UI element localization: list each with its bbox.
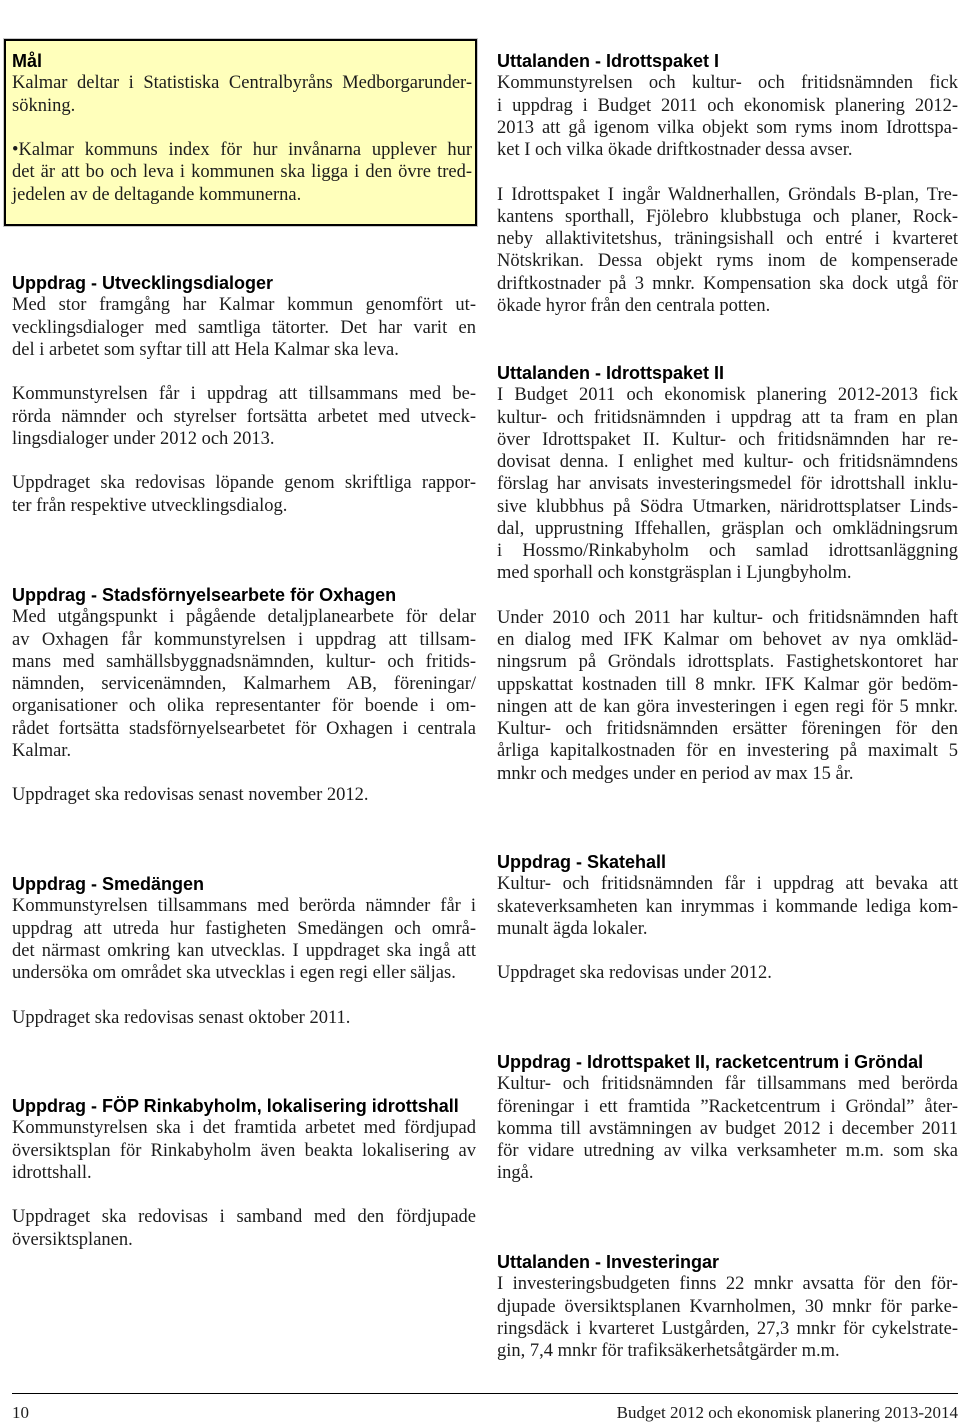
text-line: •Kalmar kommuns index för hur invånarna upplever hur [12, 140, 472, 160]
text-line: Kommunstyrelsen tillsammans med berörda nämnder får i [12, 896, 476, 917]
text-line: rörda nämnder och styrelser fortsätta arbetet med utveck- [12, 406, 476, 427]
text-line: ket I och vilka ökade driftkostnader dessa avser. [497, 140, 853, 160]
text-line: mnkr och medges under en period av max 15 år. [497, 763, 854, 784]
section-idrottspaket-2 [497, 362, 958, 785]
text-line: sökning. [12, 95, 76, 116]
section-heading: Uppdrag - Utvecklingsdialoger [12, 273, 274, 293]
goal-box [4, 39, 477, 226]
paragraph [497, 1073, 958, 1184]
text-line: 2013 att gå igenom vilka objekt som ryms inom Idrottspa- [497, 117, 958, 138]
text-line: det närmast omkring kan utvecklas. I uppdraget ska ingå att [12, 940, 476, 961]
text-line: Uppdraget ska redovisas senast oktober 2011. [12, 1007, 351, 1028]
text-line: gin, 7,4 mnkr för trafiksäkerhetsåtgärder m.m. [497, 1341, 840, 1361]
text-line: komma till avstämningen av budget 2012 i december 2011 [497, 1118, 958, 1139]
paragraph [12, 895, 476, 984]
paragraph [12, 139, 472, 206]
text-line: driftkostnader på 3 mnkr. Kompensation ska dock utgå för [497, 273, 958, 294]
section-oxhagen [12, 584, 476, 807]
text-line: uppskattat kostnaden till 8 mnkr. IFK Kalmar gör bedöm- [497, 674, 958, 695]
text-line: förslag har anvisats investeringsmedel för idrottshall inklu- [497, 474, 958, 495]
text-line: Kultur- och fritidsnämnden ersätter föreningen för den [497, 719, 958, 739]
paragraph [497, 384, 958, 584]
paragraph [12, 294, 476, 361]
text-line: översiktsplan för Rinkabyholm även beakta lokalisering av [12, 1140, 476, 1161]
paragraph [497, 873, 958, 940]
text-line: en dialog med IFK Kalmar om behovet av nya omkläd- [497, 630, 958, 650]
paragraph [12, 1117, 476, 1184]
section-heading: Uttalanden - Idrottspaket I [497, 51, 720, 71]
text-line: översiktsplanen. [12, 1229, 133, 1250]
goal-box-content [12, 50, 472, 206]
text-line: Uppdraget ska redovisas i samband med den fördjupade [12, 1207, 476, 1228]
text-line: djupade översiktsplanen Kvarnholmen, 30 mnkr för parke- [497, 1296, 958, 1317]
text-line: idrottshall. [12, 1162, 92, 1183]
text-line: I Budget 2011 och ekonomisk planering 2012-2013 fick [497, 385, 958, 406]
text-line: Kultur- och fritidsnämnden får i uppdrag att bevaka att [497, 874, 958, 895]
text-line: föreningar i ett framtida ”Racketcentrum i Gröndal” åter- [497, 1096, 958, 1117]
text-line: neby allaktivitetshus, träningsishall och entré i kvarteret [497, 229, 958, 249]
paragraph [12, 383, 476, 450]
goal-heading: Mål [12, 51, 43, 71]
text-line: av Oxhagen får kommunstyrelsen i uppdrag att tillsam- [12, 629, 476, 650]
text-line: kantens sporthall, Fjölebro klubbstuga och planer, Rock- [497, 206, 958, 227]
text-line: ter från respektive utvecklingsdialog. [12, 495, 288, 516]
text-line: uppdrag att utreda hur fastigheten Smedängen och områ- [12, 918, 476, 939]
footer-divider [12, 1393, 958, 1394]
text-line: dal, upprustning Iffehallen, gräsplan och omklädningsrum [497, 518, 958, 539]
text-line: Nötskrikan. Dessa objekt ryms inom de kompenserade [497, 251, 958, 272]
text-line: Uppdraget ska redovisas senast november 2012. [12, 785, 369, 806]
text-line: I Idrottspaket I ingår Waldnerhallen, Gröndals B-plan, Tre- [497, 184, 958, 205]
paragraph [497, 962, 958, 984]
text-line: ingå. [497, 1163, 534, 1184]
section-smedangen [12, 873, 476, 1029]
paragraph [497, 72, 958, 161]
section-heading: Uttalanden - Idrottspaket II [497, 363, 725, 383]
section-fop-rinkabyholm [12, 1095, 476, 1251]
text-line: organisationer och olika representanter för boende i om- [12, 696, 476, 717]
text-line: mans med samhällsbyggnadsnämnden, kultur- och fritids- [12, 651, 476, 672]
text-line: kultur- och fritidsnämnden i uppdrag att ta fram en plan [497, 407, 958, 428]
paragraph [497, 184, 958, 318]
paragraph [12, 784, 476, 806]
paragraph [497, 607, 958, 785]
text-line: över Idrottspaket II. Kultur- och fritidsnämnden har re- [497, 429, 958, 450]
section-heading: Uttalanden - Investeringar [497, 1252, 720, 1272]
text-line: undersöka om området ska utvecklas i egen regi eller säljas. [12, 963, 456, 983]
text-line: rådet fortsätta stadsförnyelsearbetet för Oxhagen i centrala [12, 718, 476, 739]
text-line: för vidare utredning av vilka verksamheter m.m. som ska [497, 1141, 958, 1161]
section-investeringar [497, 1251, 958, 1362]
text-line: skateverksamheten kan inrymmas i kommande lediga kom- [497, 896, 958, 917]
text-line: ningsrum på Gröndals idrottsplats. Fastighetskontoret har [497, 652, 958, 673]
section-utvecklingsdialoger [12, 272, 476, 517]
section-heading: Uppdrag - Skatehall [497, 852, 667, 872]
text-line: Uppdraget ska redovisas under 2012. [497, 963, 772, 984]
text-line: Under 2010 och 2011 har kultur- och fritidsnämnden haft [497, 607, 958, 628]
text-line: I investeringsbudgeten finns 22 mnkr avsatta för den för- [497, 1274, 958, 1295]
section-heading: Uppdrag - FÖP Rinkabyholm, lokalisering idrottshall [12, 1096, 459, 1116]
text-line: lingsdialoger under 2012 och 2013. [12, 428, 275, 449]
text-line: i Hossmo/Rinkabyholm och samlad idrottsanläggning [497, 541, 958, 561]
footer-document-title: Budget 2012 och ekonomisk planering 2013-2014 [616, 1403, 958, 1422]
paragraph [12, 472, 476, 517]
section-heading: Uppdrag - Stadsförnyelsearbete för Oxhagen [12, 585, 397, 605]
text-line: jedelen av de deltagande kommunerna. [12, 184, 302, 205]
paragraph [12, 1007, 476, 1029]
paragraph [12, 72, 472, 117]
section-skatehall [497, 851, 958, 985]
text-line: Kommunstyrelsen får i uppdrag att tillsammans med be- [12, 384, 476, 405]
text-line: det är att bo och leva i kommunen ska ligga i den övre tred- [12, 162, 472, 183]
page-number: 10 [12, 1403, 29, 1422]
text-line: Kalmar. [12, 740, 72, 761]
text-line: ökade hyror från den centrala potten. [497, 295, 771, 316]
text-line: Kalmar deltar i Statistiska Centralbyråns Medborgarunder- [12, 73, 472, 94]
text-line: nämnden, servicenämnden, Kalmarhem AB, föreningar/ [12, 674, 476, 694]
text-line: Kommunstyrelsen och kultur- och fritidsnämnden fick [497, 73, 958, 94]
text-line: Kommunstyrelsen ska i det framtida arbetet med fördjupad [12, 1118, 476, 1139]
text-line: Kultur- och fritidsnämnden får tillsammans med berörda [497, 1074, 958, 1095]
text-line: ringsdäck i kvarteret Lustgården, 27,3 mnkr för cykelstrate- [497, 1318, 958, 1339]
text-line: Med utgångspunkt i pågående detaljplanearbete för delar [12, 607, 476, 628]
text-line: i uppdrag i Budget 2011 och ekonomisk planering 2012- [497, 95, 958, 116]
text-line: Uppdraget ska redovisas löpande genom skriftliga rappor- [12, 473, 476, 494]
section-racketcentrum [497, 1051, 958, 1185]
text-line: ningen att de kan göra investeringen i egen regi för 5 mnkr. [497, 696, 958, 717]
paragraph [12, 606, 476, 762]
text-line: sive klubbhus på Södra Utmarken, näridrottsplatser Linds- [497, 496, 958, 517]
paragraph [497, 1273, 958, 1362]
text-line: del i arbetet som syftar till att Hela Kalmar ska leva. [12, 339, 399, 360]
text-line: vecklingsdialoger med samtliga tätorter. Det har varit en [12, 317, 476, 338]
section-heading: Uppdrag - Smedängen [12, 874, 205, 894]
text-line: med sporhall och konstgräsplan i Ljungbyholm. [497, 563, 852, 584]
text-line: årliga kapitalkostnaden för en investering på maximalt 5 [497, 741, 958, 762]
text-line: munalt ägda lokaler. [497, 918, 648, 939]
text-line: Med stor framgång har Kalmar kommun genomfört ut- [12, 295, 476, 316]
text-line: dovisat denna. I enlighet med kultur- och fritidsnämndens [497, 452, 958, 472]
section-heading: Uppdrag - Idrottspaket II, racketcentrum i Gröndal [497, 1052, 924, 1072]
paragraph [12, 1206, 476, 1251]
section-idrottspaket-1 [497, 50, 958, 317]
